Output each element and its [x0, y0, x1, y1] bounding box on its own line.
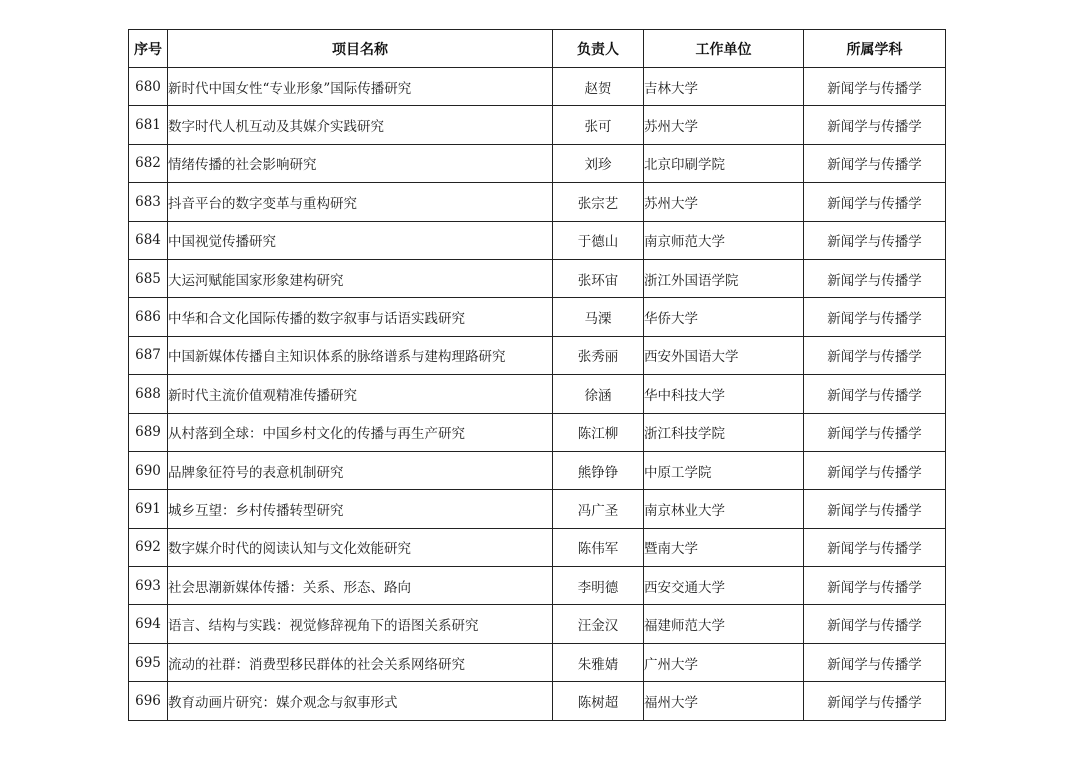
- cell-leader: 刘珍: [553, 144, 644, 182]
- cell-num: 680: [129, 68, 168, 106]
- cell-leader: 张可: [553, 106, 644, 144]
- cell-leader: 李明德: [553, 567, 644, 605]
- table-row: [129, 298, 946, 336]
- table-row: [129, 643, 946, 681]
- cell-leader: 朱雅婧: [553, 643, 644, 681]
- cell-leader: 张宗艺: [553, 183, 644, 221]
- table-row: [129, 528, 946, 566]
- cell-org: 华侨大学: [644, 298, 804, 336]
- table-row: [129, 682, 946, 720]
- cell-subject: 新闻学与传播学: [804, 643, 946, 681]
- cell-project-name: 语言、结构与实践：视觉修辞视角下的语图关系研究: [168, 605, 553, 643]
- cell-subject: 新闻学与传播学: [804, 682, 946, 720]
- table-row: [129, 605, 946, 643]
- cell-org: 中原工学院: [644, 451, 804, 489]
- cell-project-name: 数字时代人机互动及其媒介实践研究: [168, 106, 553, 144]
- cell-project-name: 新时代主流价值观精准传播研究: [168, 375, 553, 413]
- table-row: [129, 144, 946, 182]
- cell-org: 南京林业大学: [644, 490, 804, 528]
- cell-org: 北京印刷学院: [644, 144, 804, 182]
- cell-num: 696: [129, 682, 168, 720]
- cell-project-name: 中国新媒体传播自主知识体系的脉络谱系与建构理路研究: [168, 336, 553, 374]
- table-row: [129, 336, 946, 374]
- cell-num: 683: [129, 183, 168, 221]
- cell-subject: 新闻学与传播学: [804, 528, 946, 566]
- cell-project-name: 流动的社群：消费型移民群体的社会关系网络研究: [168, 643, 553, 681]
- cell-project-name: 情绪传播的社会影响研究: [168, 144, 553, 182]
- cell-org: 南京师范大学: [644, 221, 804, 259]
- table-row: [129, 68, 946, 106]
- cell-leader: 熊铮铮: [553, 451, 644, 489]
- cell-org: 福建师范大学: [644, 605, 804, 643]
- cell-leader: 张秀丽: [553, 336, 644, 374]
- cell-project-name: 新时代中国女性“专业形象”国际传播研究: [168, 68, 553, 106]
- cell-num: 690: [129, 451, 168, 489]
- cell-leader: 陈树超: [553, 682, 644, 720]
- header-org: 工作单位: [644, 30, 804, 68]
- cell-leader: 张环宙: [553, 259, 644, 297]
- cell-leader: 马溧: [553, 298, 644, 336]
- cell-leader: 冯广圣: [553, 490, 644, 528]
- table-row: [129, 567, 946, 605]
- table-row: [129, 451, 946, 489]
- cell-num: 687: [129, 336, 168, 374]
- cell-subject: 新闻学与传播学: [804, 490, 946, 528]
- cell-subject: 新闻学与传播学: [804, 451, 946, 489]
- table-row: [129, 413, 946, 451]
- cell-subject: 新闻学与传播学: [804, 413, 946, 451]
- cell-project-name: 教育动画片研究：媒介观念与叙事形式: [168, 682, 553, 720]
- cell-num: 685: [129, 259, 168, 297]
- cell-subject: 新闻学与传播学: [804, 259, 946, 297]
- cell-leader: 徐涵: [553, 375, 644, 413]
- cell-leader: 汪金汉: [553, 605, 644, 643]
- cell-subject: 新闻学与传播学: [804, 68, 946, 106]
- cell-leader: 陈伟军: [553, 528, 644, 566]
- cell-org: 苏州大学: [644, 106, 804, 144]
- table-row: [129, 490, 946, 528]
- cell-org: 浙江外国语学院: [644, 259, 804, 297]
- cell-project-name: 社会思潮新媒体传播：关系、形态、路向: [168, 567, 553, 605]
- cell-num: 694: [129, 605, 168, 643]
- cell-project-name: 中华和合文化国际传播的数字叙事与话语实践研究: [168, 298, 553, 336]
- header-subject: 所属学科: [804, 30, 946, 68]
- cell-project-name: 数字媒介时代的阅读认知与文化效能研究: [168, 528, 553, 566]
- table-row: [129, 183, 946, 221]
- cell-project-name: 大运河赋能国家形象建构研究: [168, 259, 553, 297]
- cell-num: 682: [129, 144, 168, 182]
- cell-project-name: 城乡互望：乡村传播转型研究: [168, 490, 553, 528]
- cell-org: 西安交通大学: [644, 567, 804, 605]
- table-row: [129, 221, 946, 259]
- cell-leader: 陈江柳: [553, 413, 644, 451]
- cell-num: 681: [129, 106, 168, 144]
- cell-num: 692: [129, 528, 168, 566]
- cell-project-name: 中国视觉传播研究: [168, 221, 553, 259]
- cell-subject: 新闻学与传播学: [804, 221, 946, 259]
- cell-num: 688: [129, 375, 168, 413]
- table-row: [129, 259, 946, 297]
- cell-num: 693: [129, 567, 168, 605]
- table-row: [129, 375, 946, 413]
- table-row: [129, 106, 946, 144]
- header-leader: 负责人: [553, 30, 644, 68]
- cell-org: 福州大学: [644, 682, 804, 720]
- cell-leader: 赵贺: [553, 68, 644, 106]
- cell-org: 广州大学: [644, 643, 804, 681]
- cell-org: 苏州大学: [644, 183, 804, 221]
- cell-subject: 新闻学与传播学: [804, 336, 946, 374]
- cell-org: 暨南大学: [644, 528, 804, 566]
- cell-num: 691: [129, 490, 168, 528]
- cell-subject: 新闻学与传播学: [804, 298, 946, 336]
- cell-subject: 新闻学与传播学: [804, 183, 946, 221]
- table-body: [129, 68, 946, 721]
- cell-org: 华中科技大学: [644, 375, 804, 413]
- cell-project-name: 从村落到全球：中国乡村文化的传播与再生产研究: [168, 413, 553, 451]
- cell-num: 695: [129, 643, 168, 681]
- cell-org: 浙江科技学院: [644, 413, 804, 451]
- cell-org: 吉林大学: [644, 68, 804, 106]
- header-num: 序号: [129, 30, 168, 68]
- project-table: [128, 29, 946, 721]
- cell-project-name: 抖音平台的数字变革与重构研究: [168, 183, 553, 221]
- cell-subject: 新闻学与传播学: [804, 605, 946, 643]
- cell-project-name: 品牌象征符号的表意机制研究: [168, 451, 553, 489]
- cell-subject: 新闻学与传播学: [804, 567, 946, 605]
- cell-leader: 于德山: [553, 221, 644, 259]
- cell-subject: 新闻学与传播学: [804, 375, 946, 413]
- cell-subject: 新闻学与传播学: [804, 144, 946, 182]
- header-name: 项目名称: [168, 30, 553, 68]
- cell-org: 西安外国语大学: [644, 336, 804, 374]
- cell-num: 684: [129, 221, 168, 259]
- cell-num: 686: [129, 298, 168, 336]
- cell-subject: 新闻学与传播学: [804, 106, 946, 144]
- cell-num: 689: [129, 413, 168, 451]
- header-row: [129, 30, 946, 68]
